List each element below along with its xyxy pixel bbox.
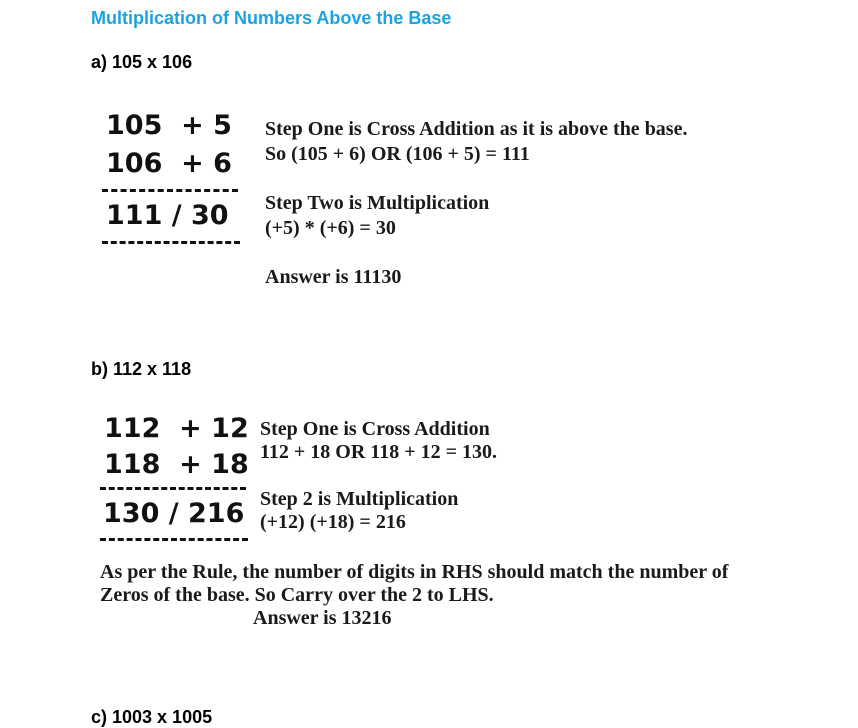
section-a-step2-title: Step Two is Multiplication	[265, 192, 490, 214]
section-b-answer: Answer is 13216	[253, 607, 392, 629]
section-a-answer: Answer is 11130	[265, 266, 402, 288]
page-title: Multiplication of Numbers Above the Base	[91, 8, 452, 28]
section-a-row1: 105 + 5	[106, 110, 232, 141]
section-b-result: 130 / 216	[103, 498, 245, 529]
section-b-rule-line2: Zeros of the base. So Carry over the 2 to LHS.	[100, 584, 494, 606]
section-b-step2-detail: (+12) (+18) = 216	[260, 511, 406, 533]
section-b-rule-line1: As per the Rule, the number of digits in RHS should match the number of	[100, 561, 729, 583]
section-a-divider-bottom	[102, 241, 240, 244]
section-a-divider-top	[102, 189, 238, 192]
section-b-divider-bottom	[100, 538, 248, 541]
section-b-divider-top	[100, 487, 246, 490]
section-a-step1-detail: So (105 + 6) OR (106 + 5) = 111	[265, 143, 530, 165]
section-a-row2: 106 + 6	[106, 148, 232, 179]
section-b-step1-detail: 112 + 18 OR 118 + 12 = 130.	[260, 441, 497, 463]
section-c-label: c) 1003 x 1005	[91, 707, 213, 727]
section-a-label: a) 105 x 106	[91, 52, 193, 72]
section-b-step2-title: Step 2 is Multiplication	[260, 488, 459, 510]
section-b-label: b) 112 x 118	[91, 359, 192, 379]
section-b-step1-title: Step One is Cross Addition	[260, 418, 490, 440]
section-a-result: 111 / 30	[106, 200, 229, 231]
section-a-step2-detail: (+5) * (+6) = 30	[265, 217, 396, 239]
section-b-row1: 112 + 12	[104, 413, 249, 444]
section-a-step1-title: Step One is Cross Addition as it is above the base.	[265, 118, 688, 140]
section-b-row2: 118 + 18	[104, 449, 249, 480]
